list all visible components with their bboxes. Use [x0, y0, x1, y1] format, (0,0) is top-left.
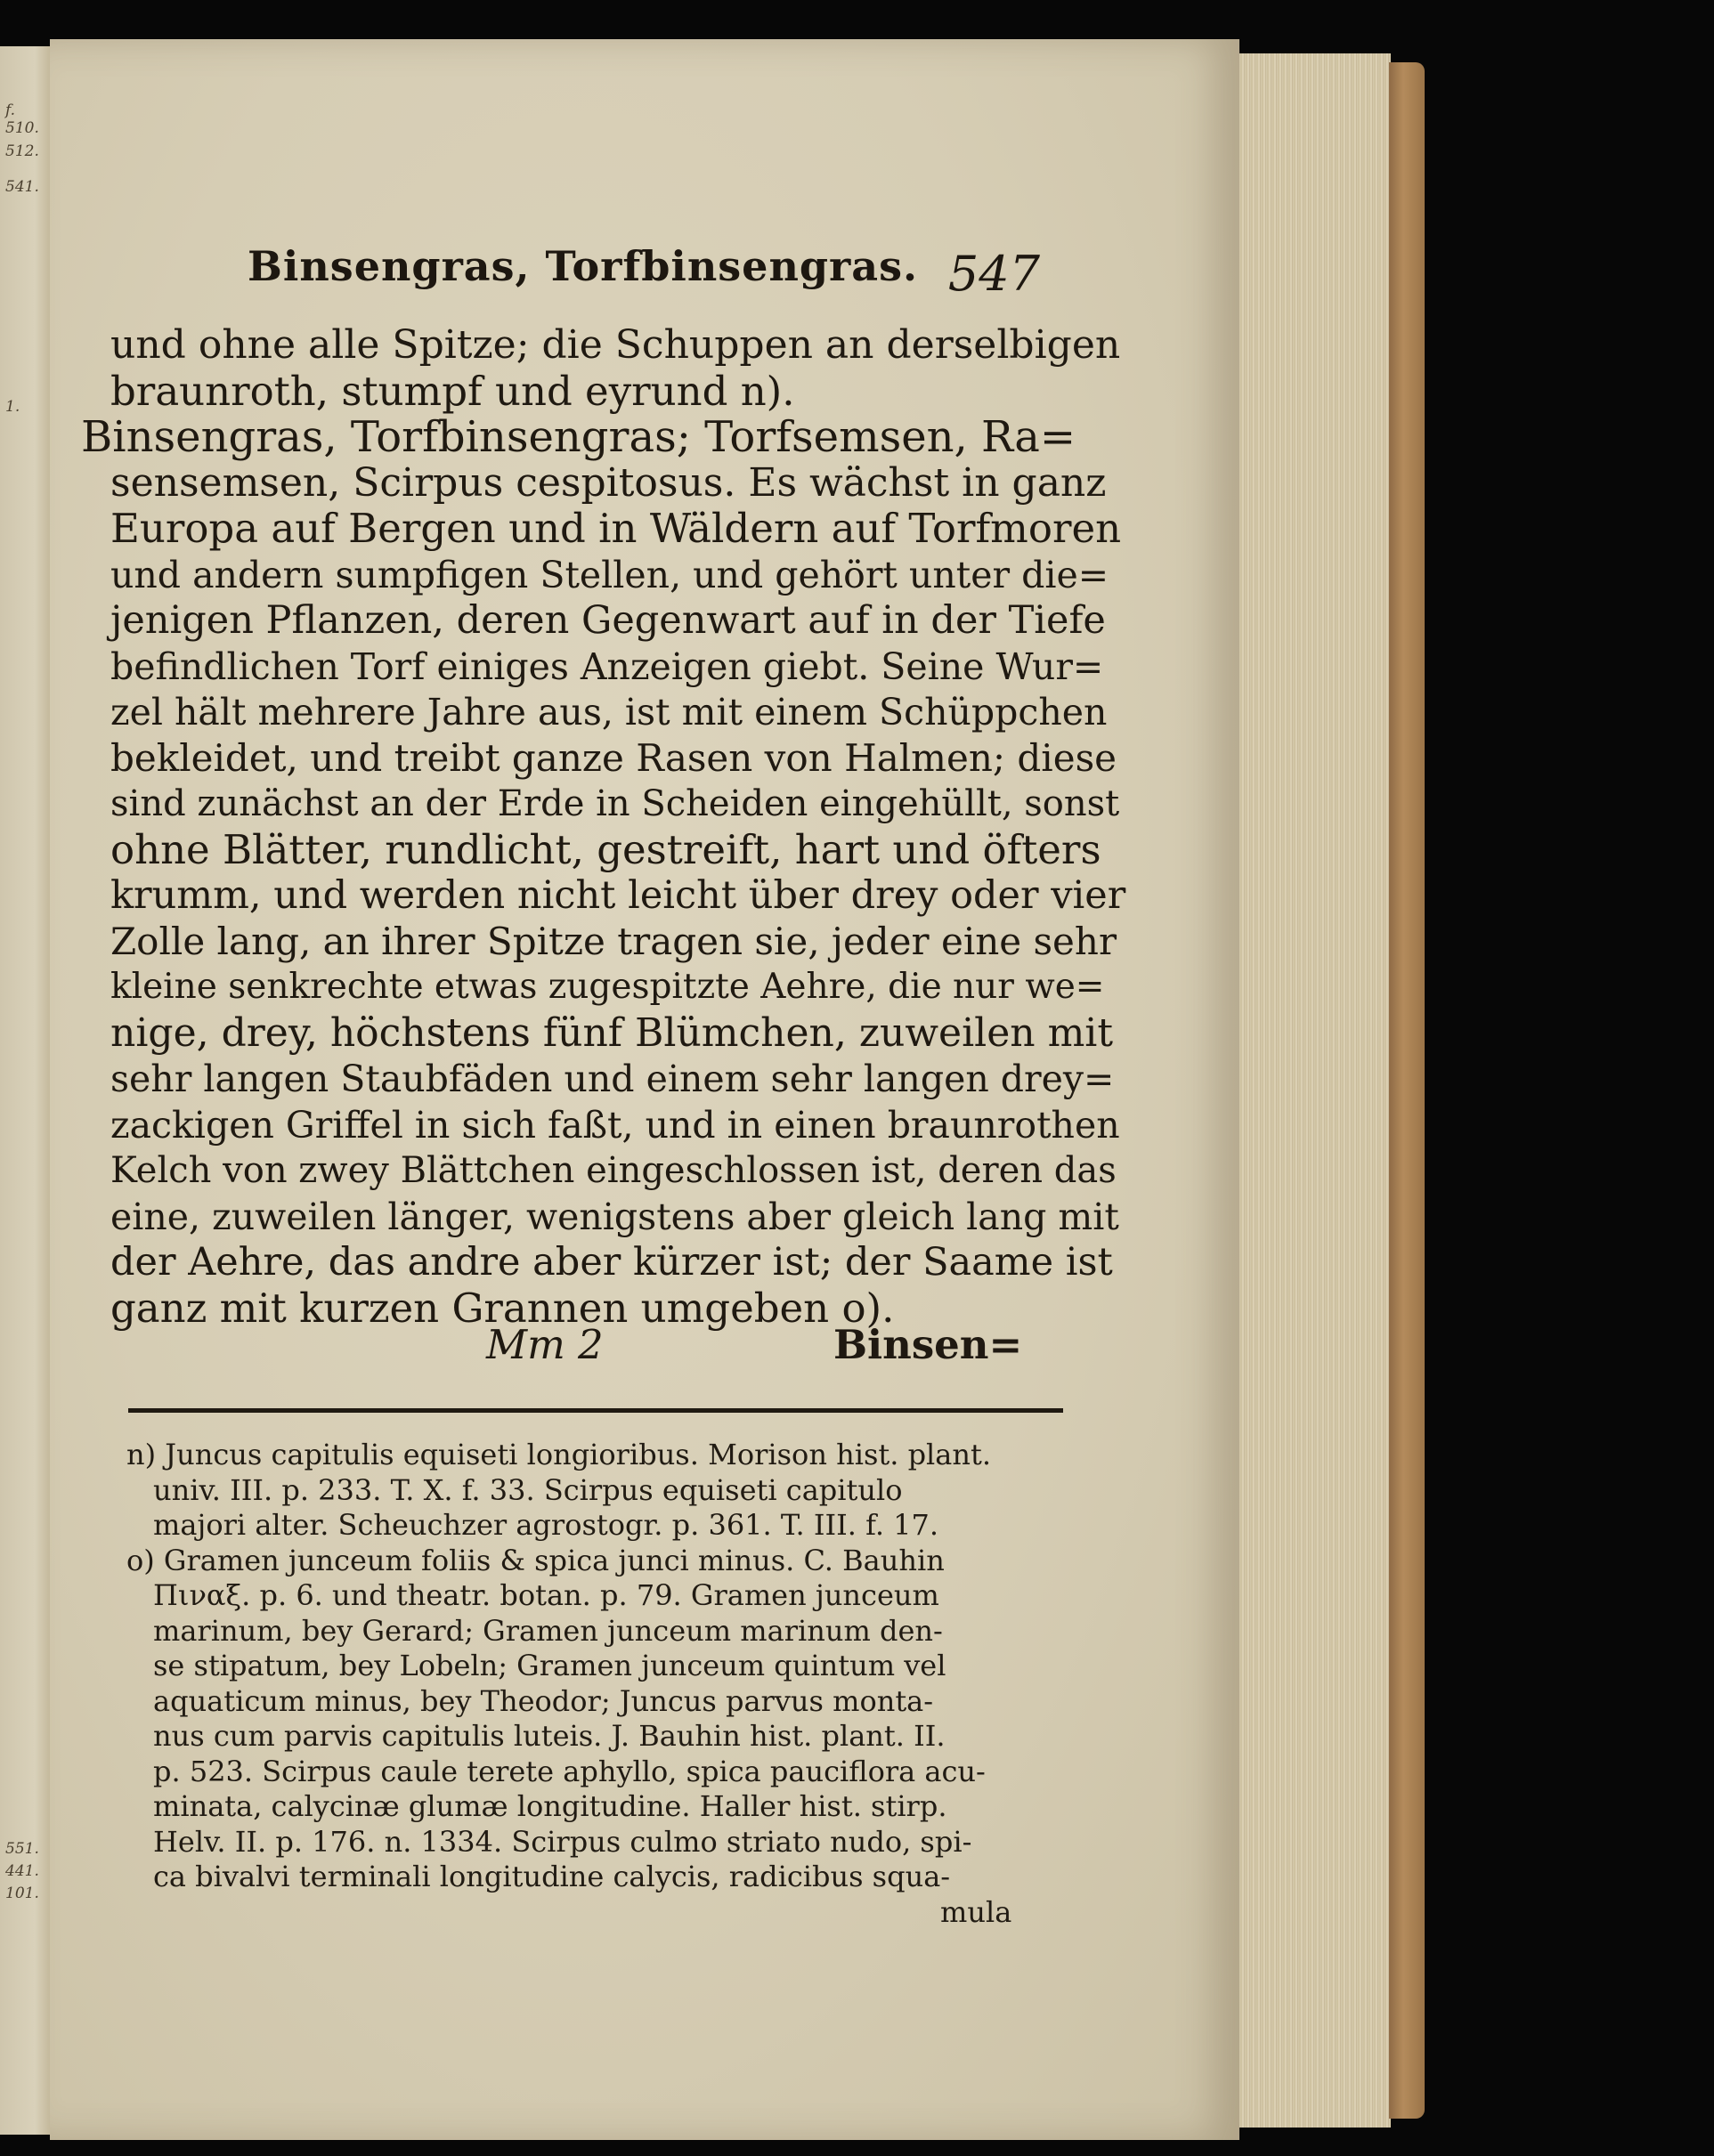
margin-mark: 441. [5, 1862, 39, 1880]
body-line: Europa auf Bergen und in Wäldern auf Torfmoren [110, 505, 1122, 552]
footnote-line: aquaticum minus, bey Theodor; Juncus parvus monta- [153, 1683, 934, 1718]
footnote-rule [128, 1408, 1063, 1413]
footnote-line: o) Gramen junceum foliis & spica junci minus. C. Bauhin [126, 1543, 945, 1577]
body-line: Zolle lang, an ihrer Spitze tragen sie, jeder eine sehr [110, 919, 1117, 963]
page-block-edge [1239, 53, 1391, 2128]
margin-mark: 551. [5, 1840, 39, 1858]
footnote-line: majori alter. Scheuchzer agrostogr. p. 361. T. III. f. 17. [153, 1508, 939, 1542]
body-line: ganz mit kurzen Grannen umgeben o). [110, 1284, 895, 1332]
book-cover-edge [1389, 62, 1425, 2119]
body-line: zackigen Griffel in sich faßt, und in einen braunrothen [110, 1103, 1120, 1147]
body-line: bekleidet, und treibt ganze Rasen von Halmen; diese [110, 735, 1117, 780]
body-line: ohne Blätter, rundlicht, gestreift, hart und öfters [110, 825, 1101, 873]
footnote-line: Πιναξ. p. 6. und theatr. botan. p. 79. Gramen junceum [153, 1578, 939, 1612]
body-line: nige, drey, höchstens fünf Blümchen, zuweilen mit [110, 1009, 1114, 1056]
body-line: eine, zuweilen länger, wenigstens aber gleich lang mit [110, 1195, 1119, 1238]
body-line: sensemsen, Scirpus cespitosus. Es wächst in ganz [110, 459, 1107, 506]
footnote-line: Helv. II. p. 176. n. 1334. Scirpus culmo striato nudo, spi- [153, 1824, 972, 1859]
body-line: und andern sumpfigen Stellen, und gehört unter die= [110, 553, 1109, 596]
footnote-line: marinum, bey Gerard; Gramen junceum marinum den- [153, 1613, 943, 1648]
margin-mark: f. 510. [5, 101, 39, 137]
body-line: der Aehre, das andre aber kürzer ist; der Saame ist [110, 1240, 1113, 1285]
signature: Mm 2 [486, 1321, 604, 1368]
body-line: befindlichen Torf einiges Anzeigen giebt. Seine Wur= [110, 644, 1104, 688]
body-line: und ohne alle Spitze; die Schuppen an derselbigen [110, 322, 1121, 368]
page-number: 547 [947, 246, 1040, 302]
footnote-line: p. 523. Scirpus caule terete aphyllo, spica pauciflora acu- [153, 1754, 986, 1788]
footnote-line: nus cum parvis capitulis luteis. J. Bauhin hist. plant. II. [153, 1719, 946, 1753]
body-line: Kelch von zwey Blättchen eingeschlossen ist, deren das [110, 1150, 1117, 1191]
footnote-line: minata, calycinæ glumæ longitudine. Haller hist. stirp. [153, 1789, 947, 1823]
margin-mark: 101. [5, 1884, 39, 1902]
margin-mark: 1. [5, 398, 20, 416]
page-header [248, 242, 1040, 322]
body-line: sehr langen Staubfäden und einem sehr langen drey= [110, 1058, 1115, 1100]
book-page [50, 39, 1239, 2140]
body-line: krumm, und werden nicht leicht über drey oder vier [110, 873, 1126, 918]
footnote-line: univ. III. p. 233. T. X. f. 33. Scirpus equiseti capitulo [153, 1472, 903, 1507]
body-line: braunroth, stumpf und eyrund n). [110, 367, 795, 415]
running-head: Binsengras, Torfbinsengras. [248, 242, 919, 290]
previous-page-edge [0, 46, 50, 2135]
body-line: zel hält mehrere Jahre aus, ist mit einem Schüppchen [110, 691, 1108, 734]
footnote-line: n) Juncus capitulis equiseti longioribus. Morison hist. plant. [126, 1438, 991, 1471]
margin-mark: 541. [5, 178, 39, 196]
footnote-line: mula [940, 1894, 1012, 1929]
body-line: jenigen Pflanzen, deren Gegenwart auf in der Tiefe [110, 598, 1106, 643]
footnote-line: se stipatum, bey Lobeln; Gramen junceum quintum vel [153, 1649, 946, 1682]
body-line: Binsengras, Torfbinsengras; Torfsemsen, Ra= [81, 412, 1076, 462]
body-line: sind zunächst an der Erde in Scheiden eingehüllt, sonst [110, 783, 1120, 824]
body-line: kleine senkrechte etwas zugespitzte Aehre, die nur we= [110, 967, 1105, 1007]
catchword: Binsen= [833, 1321, 1023, 1368]
footnote-line: ca bivalvi terminali longitudine calycis, radicibus squa- [153, 1860, 951, 1893]
margin-mark: 512. [5, 142, 39, 160]
